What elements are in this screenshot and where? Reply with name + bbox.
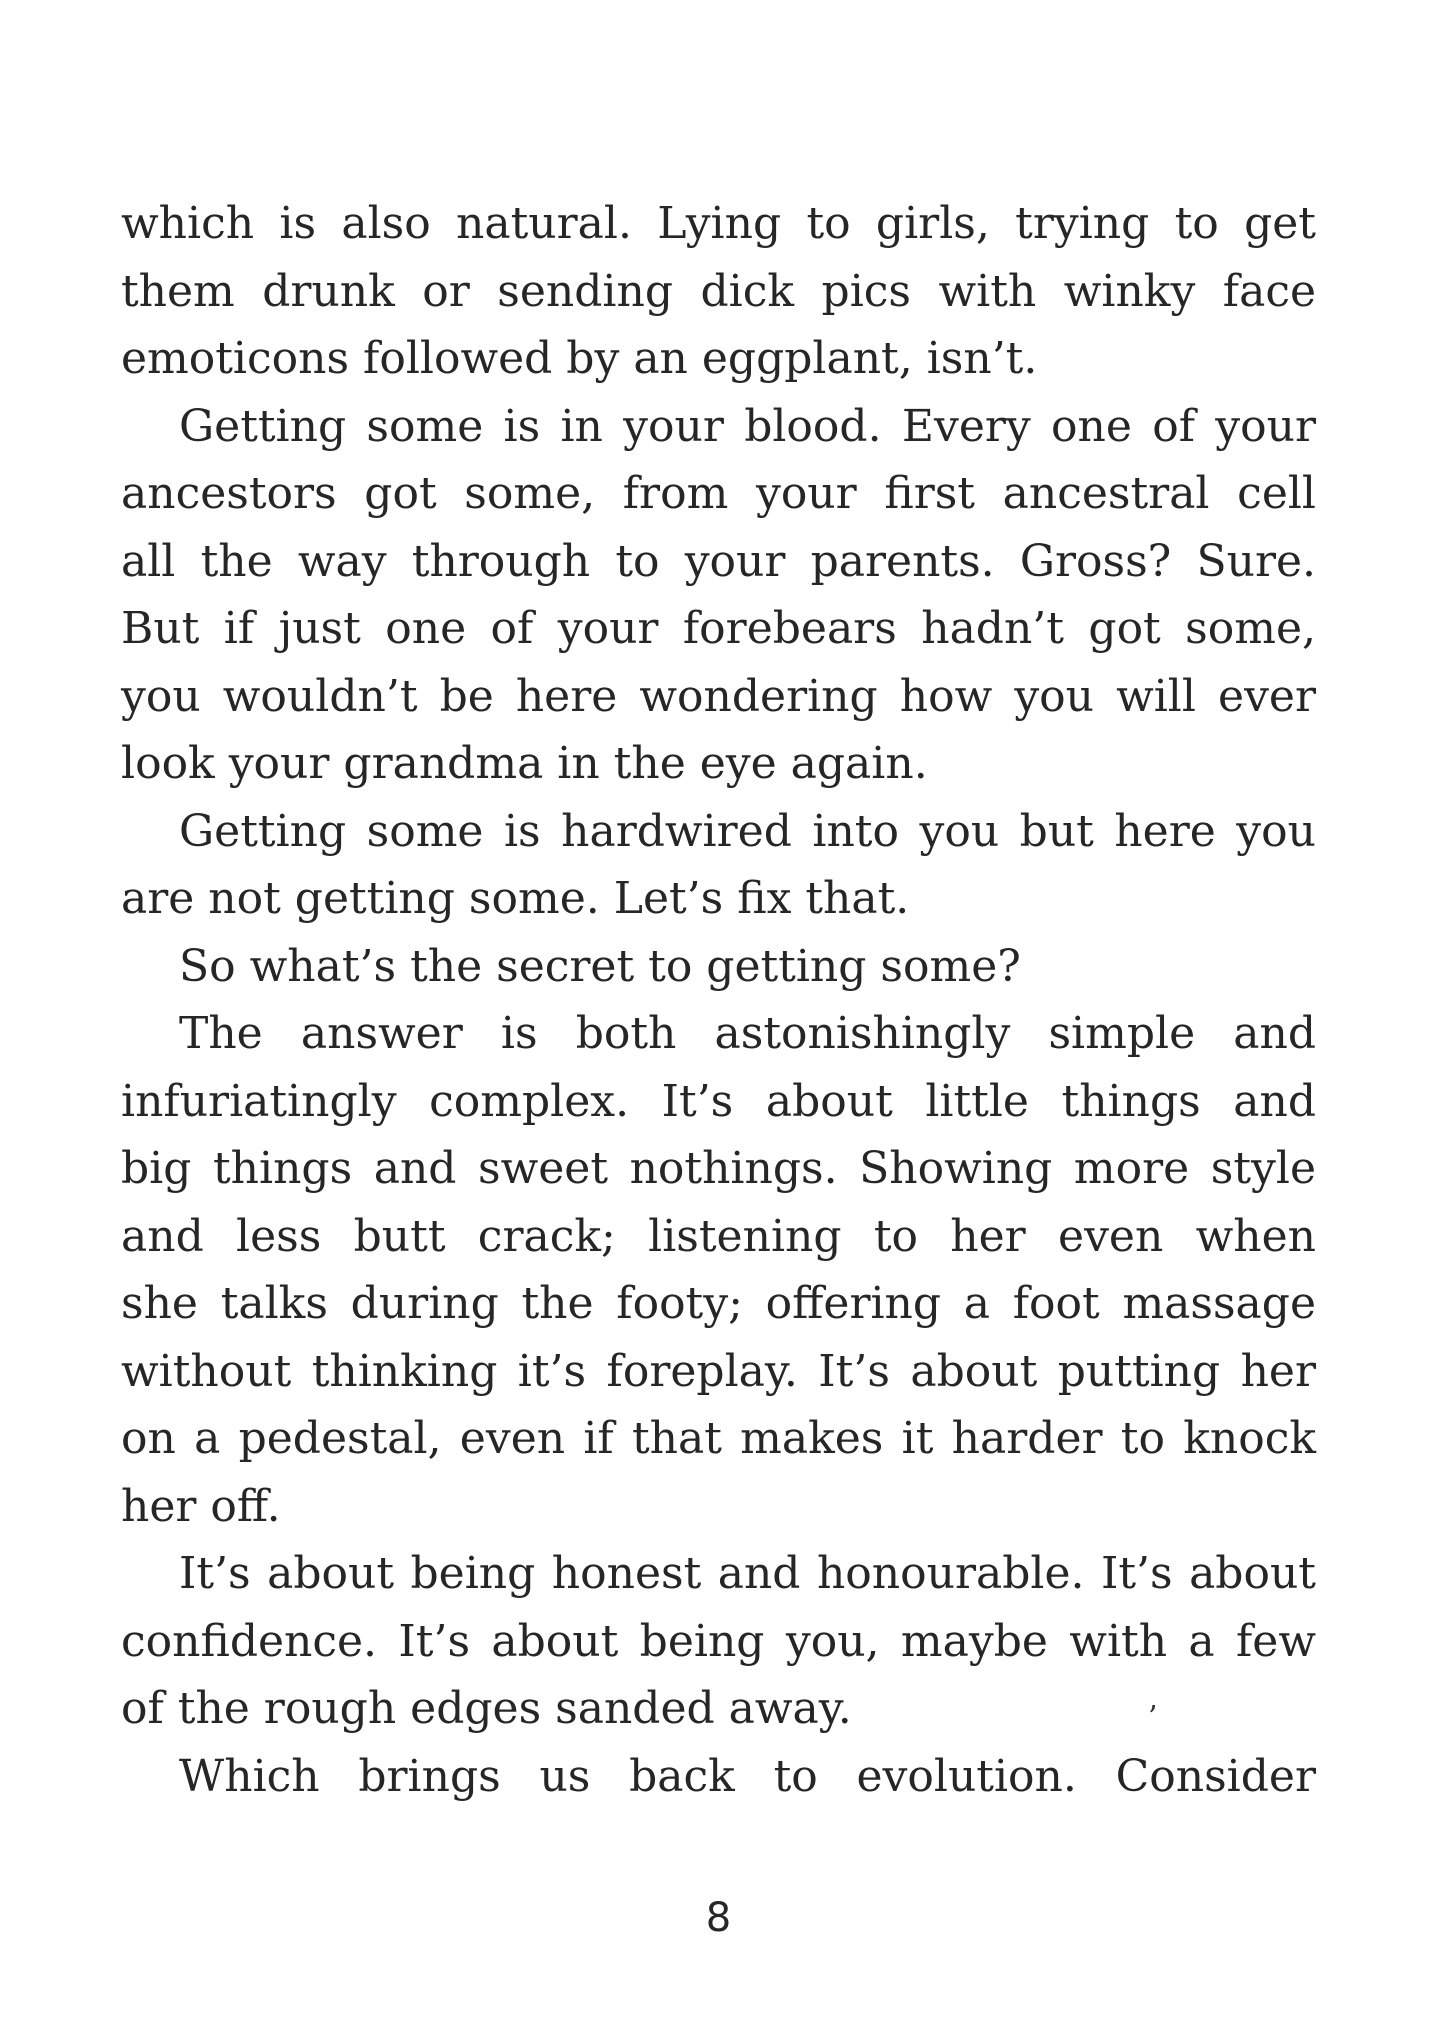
text-line: Getting some is in your blood. Every one of your (179, 400, 1316, 452)
text-line: look your grandma in the eye again. (121, 738, 928, 789)
page-number: 8 (705, 1895, 732, 1941)
text-line: The answer is both astonishingly simple and (179, 1008, 1316, 1059)
text-line: ancestors got some, from your first ancestral cell (121, 468, 1316, 519)
text-line: Getting some is hardwired into you but here you (179, 805, 1316, 857)
text-line: all the way through to your parents. Gross? Sure. (121, 535, 1316, 587)
text-line: which is also natural. Lying to girls, trying to get (121, 198, 1316, 249)
text-line: and less butt crack; listening to her even when (121, 1210, 1316, 1262)
text-line: of the rough edges sanded away. (121, 1683, 852, 1734)
text-line: her off. (121, 1480, 281, 1532)
text-line: Which brings us back to evolution. Consider (179, 1750, 1316, 1802)
text-line: emoticons followed by an eggplant, isn’t. (121, 333, 1038, 384)
text-line: But if just one of your forebears hadn’t got some, (121, 603, 1316, 654)
text-line: confidence. It’s about being you, maybe with a few (121, 1615, 1316, 1667)
stray-mark: ’ (1148, 1700, 1158, 1735)
body-text (121, 190, 1316, 1810)
text-line: on a pedestal, even if that makes it harder to knock (121, 1413, 1316, 1464)
text-line: without thinking it’s foreplay. It’s about putting her (121, 1345, 1316, 1397)
text-line: big things and sweet nothings. Showing more style (121, 1143, 1316, 1194)
text-line: So what’s the secret to getting some? (179, 940, 1021, 992)
text-line: infuriatingly complex. It’s about little things and (121, 1075, 1316, 1127)
text-line: she talks during the footy; offering a foot massage (121, 1278, 1316, 1329)
text-line: them drunk or sending dick pics with winky face (121, 265, 1316, 317)
text-line: you wouldn’t be here wondering how you will ever (121, 670, 1316, 722)
text-line: are not getting some. Let’s fix that. (121, 873, 910, 924)
text-line: It’s about being honest and honourable. It’s about (179, 1548, 1316, 1599)
